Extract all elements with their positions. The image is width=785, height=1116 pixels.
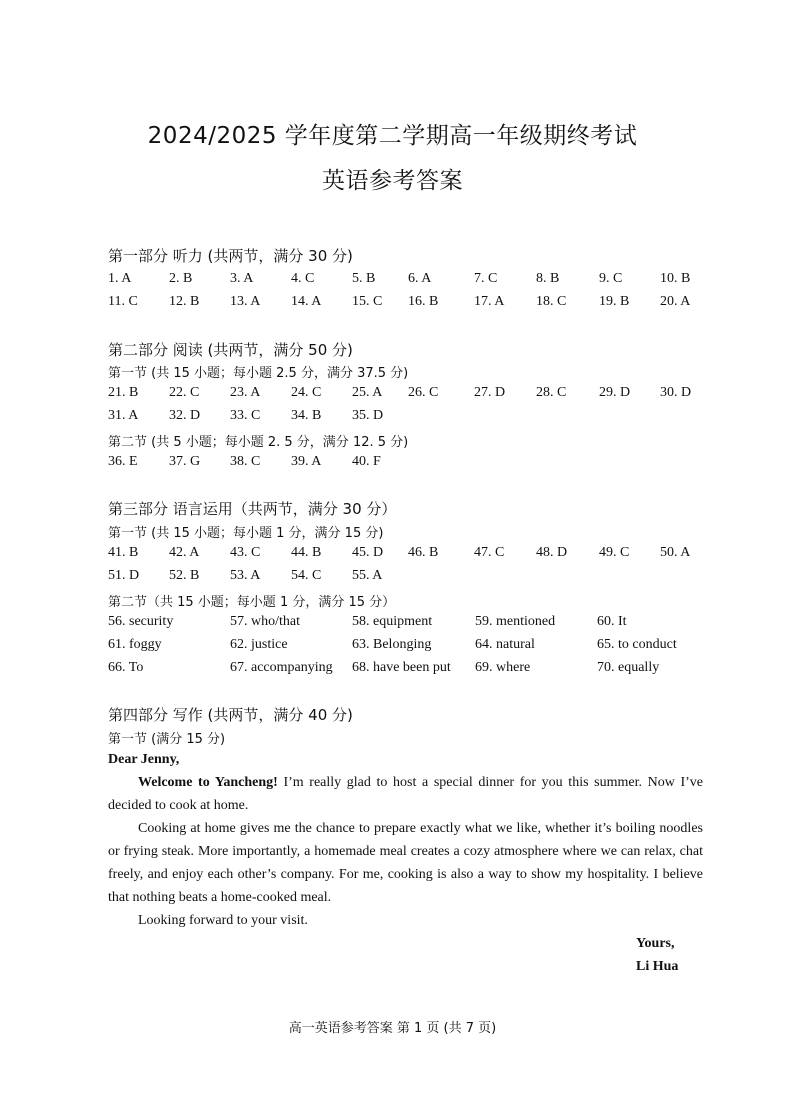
part2-row-3 (0, 454, 785, 472)
letter-paragraph-3 (108, 909, 703, 932)
answer-item: 70. equally (597, 660, 660, 675)
part2-section2-heading: 第二节 (共 5 小题；每小题 2. 5 分，满分 12. 5 分) (108, 435, 409, 450)
answer-item: 53. A (230, 568, 261, 583)
answer-item: 65. to conduct (597, 637, 677, 652)
answer-item: 1. A (108, 271, 132, 286)
answer-item: 21. B (108, 385, 139, 400)
part3-row-5 (0, 660, 785, 678)
answer-item: 44. B (291, 545, 322, 560)
part3-row-2 (0, 568, 785, 586)
answer-item: 13. A (230, 294, 261, 309)
answer-item: 61. foggy (108, 637, 162, 652)
answer-item: 5. B (352, 271, 376, 286)
answer-item: 31. A (108, 408, 139, 423)
part4-section1-heading: 第一节 (满分 15 分) (108, 732, 226, 747)
answer-item: 4. C (291, 271, 315, 286)
answer-item: 19. B (599, 294, 630, 309)
answer-item: 30. D (660, 385, 692, 400)
page-subtitle: 英语参考答案 (322, 168, 463, 194)
answer-item: 10. B (660, 271, 691, 286)
part2-row-1 (0, 385, 785, 403)
answer-item: 57. who/that (230, 614, 300, 629)
letter-paragraph-1 (108, 771, 703, 817)
answer-item: 56. security (108, 614, 174, 629)
answer-item: 50. A (660, 545, 691, 560)
answer-item: 42. A (169, 545, 200, 560)
letter-welcome-bold: Welcome to Yancheng! (138, 775, 278, 790)
answer-item: 40. F (352, 454, 381, 469)
answer-item: 6. A (408, 271, 432, 286)
answer-item: 48. D (536, 545, 568, 560)
answer-item: 22. C (169, 385, 200, 400)
answer-item: 17. A (474, 294, 505, 309)
part3-section1-heading: 第一节 (共 15 小题；每小题 1 分，满分 15 分) (108, 526, 384, 541)
answer-item: 35. D (352, 408, 384, 423)
answer-item: 62. justice (230, 637, 288, 652)
page-title: 2024/2025 学年度第二学期高一年级期终考试 (147, 123, 638, 149)
answer-item: 45. D (352, 545, 384, 560)
answer-item: 12. B (169, 294, 200, 309)
answer-item: 33. C (230, 408, 261, 423)
answer-item: 23. A (230, 385, 261, 400)
part3-row-4 (0, 637, 785, 655)
answer-item: 63. Belonging (352, 637, 432, 652)
answer-item: 47. C (474, 545, 505, 560)
answer-item: 16. B (408, 294, 439, 309)
answer-item: 7. C (474, 271, 498, 286)
letter-p2-text: Cooking at home gives me the chance to prepare exactly what we like, whether it’s boiling noodles or frying steak. More importantly, a homemade meal creates a cozy atmosphere where we can relax, chat freely, and enjoy each other’s company. For me, cooking is also a way to show my hospitality. I believe that nothing beats a home-cooked meal. (108, 821, 703, 905)
letter-p1-text: I’m really glad to host a special dinner for you this summer. Now I’ve decided to cook at home. (108, 775, 703, 813)
answer-item: 3. A (230, 271, 254, 286)
answer-item: 39. A (291, 454, 322, 469)
part3-row-3 (0, 614, 785, 632)
answer-item: 54. C (291, 568, 322, 583)
answer-item: 25. A (352, 385, 383, 400)
page-footer: 高一英语参考答案 第 1 页 (共 7 页) (288, 1021, 497, 1036)
answer-item: 26. C (408, 385, 439, 400)
answer-item: 34. B (291, 408, 322, 423)
answer-item: 68. have been put (352, 660, 451, 675)
answer-item: 2. B (169, 271, 193, 286)
part4-heading: 第四部分 写作 (共两节，满分 40 分) (108, 706, 353, 724)
answer-item: 29. D (599, 385, 631, 400)
part3-section2-heading: 第二节（共 15 小题；每小题 1 分，满分 15 分） (108, 595, 396, 610)
answer-item: 49. C (599, 545, 630, 560)
answer-item: 66. To (108, 660, 144, 675)
part1-row-2 (0, 294, 785, 312)
part1-row-1 (0, 271, 785, 289)
part2-row-2 (0, 408, 785, 426)
part2-section1-heading: 第一节 (共 15 小题；每小题 2.5 分，满分 37.5 分) (108, 366, 409, 381)
answer-item: 52. B (169, 568, 200, 583)
answer-item: 32. D (169, 408, 201, 423)
letter-paragraph-2 (108, 817, 703, 909)
answer-item: 67. accompanying (230, 660, 333, 675)
answer-item: 64. natural (475, 637, 535, 652)
answer-item: 41. B (108, 545, 139, 560)
letter-signature: Li Hua (636, 959, 679, 974)
answer-item: 9. C (599, 271, 623, 286)
answer-item: 38. C (230, 454, 261, 469)
answer-item: 18. C (536, 294, 567, 309)
letter-closing: Yours, (636, 936, 675, 951)
answer-item: 15. C (352, 294, 383, 309)
part2-heading: 第二部分 阅读 (共两节，满分 50 分) (108, 341, 353, 359)
answer-item: 59. mentioned (475, 614, 556, 629)
answer-item: 24. C (291, 385, 322, 400)
part3-row-1 (0, 545, 785, 563)
part3-heading: 第三部分 语言运用（共两节，满分 30 分） (108, 500, 397, 518)
answer-item: 37. G (169, 454, 201, 469)
letter-p3-text: Looking forward to your visit. (138, 913, 308, 928)
answer-item: 58. equipment (352, 614, 433, 629)
answer-item: 20. A (660, 294, 691, 309)
answer-item: 43. C (230, 545, 261, 560)
answer-item: 28. C (536, 385, 567, 400)
letter-greeting: Dear Jenny, (108, 752, 180, 767)
answer-item: 27. D (474, 385, 506, 400)
answer-item: 11. C (108, 294, 138, 309)
answer-item: 69. where (475, 660, 531, 675)
part1-heading: 第一部分 听力 (共两节，满分 30 分) (108, 247, 353, 265)
answer-item: 60. It (597, 614, 627, 629)
answer-item: 55. A (352, 568, 383, 583)
answer-item: 14. A (291, 294, 322, 309)
answer-item: 8. B (536, 271, 560, 286)
answer-item: 51. D (108, 568, 140, 583)
answer-item: 46. B (408, 545, 439, 560)
answer-item: 36. E (108, 454, 138, 469)
